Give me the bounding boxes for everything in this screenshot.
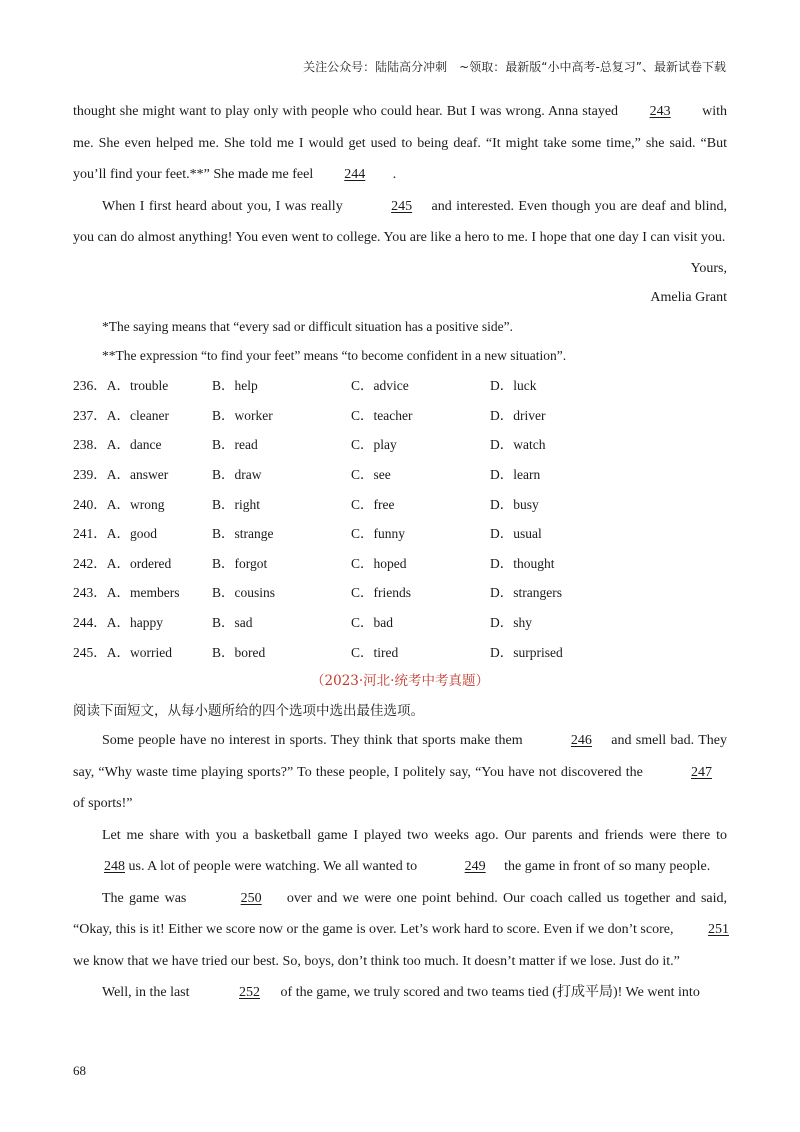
text-run: and interested. Even though you are deaf and blind, you can do almost anything! You even went to college. You are like a hero to me. I hope that one day I can visit you. — [73, 198, 728, 245]
option-c[interactable]: C．hoped — [351, 555, 407, 571]
option-b[interactable]: B．bored — [212, 644, 266, 660]
option-b[interactable]: B．cousins — [212, 585, 276, 601]
option-d[interactable]: D．shy — [490, 615, 533, 631]
passage2-paragraph3 — [73, 883, 727, 978]
page-number: 68 — [73, 1063, 86, 1078]
source-label: （2023·河北·统考中考真题） — [311, 673, 489, 690]
option-a[interactable]: 237．A．cleaner — [73, 407, 169, 423]
option-c[interactable]: C．teacher — [351, 407, 413, 423]
text-run: over and we were one point behind. Our coach called us together and said, “Okay, this is it! Either we score now or the game is over. Let’s work hard to score. Even if we don’t score, — [73, 890, 727, 938]
option-row-243 — [73, 577, 727, 607]
option-b[interactable]: B．read — [212, 437, 258, 453]
blank-247[interactable]: 247 — [691, 764, 712, 780]
text-run: . — [392, 167, 397, 182]
blank-249[interactable]: 249 — [464, 859, 486, 875]
option-a[interactable]: 242．A．ordered — [73, 555, 172, 571]
option-row-241 — [73, 517, 727, 547]
option-d[interactable]: D．busy — [490, 496, 539, 512]
blank-245[interactable]: 245 — [391, 198, 413, 214]
text-run: of the game, we truly scored and two teams tied (打成平局)! We went into — [277, 985, 700, 1001]
text-run: Well, in the last — [102, 985, 194, 1001]
text-run: us. A lot of people were watching. We all wanted to — [125, 859, 421, 875]
blank-248[interactable]: 248 — [104, 859, 125, 875]
option-d[interactable]: D．watch — [490, 437, 546, 453]
option-d[interactable]: D．thought — [490, 555, 555, 571]
option-a[interactable]: 238．A．dance — [73, 437, 162, 453]
passage2-paragraph2 — [73, 820, 727, 883]
option-c[interactable]: C．free — [351, 496, 395, 512]
option-c[interactable]: C．friends — [351, 585, 411, 601]
blank-252[interactable]: 252 — [239, 985, 261, 1001]
passage1-paragraph1 — [73, 96, 727, 191]
text-run: Some people have no interest in sports. They think that sports make them — [102, 733, 527, 749]
option-c[interactable]: C．tired — [351, 644, 399, 660]
option-d[interactable]: D．driver — [490, 407, 546, 423]
text-run: we know that we have tried our best. So, boys, don’t think too much. It doesn’t matter if we lose. Just do it.” — [73, 953, 680, 969]
option-d[interactable]: D．luck — [490, 378, 537, 394]
option-a[interactable]: 241．A．good — [73, 526, 157, 542]
text-run: thought she might want to play only with people who could hear. But I was wrong. Anna stayed — [73, 104, 623, 119]
option-d[interactable]: D．usual — [490, 526, 542, 542]
option-a[interactable]: 240．A．wrong — [73, 496, 165, 512]
blank-246[interactable]: 246 — [570, 733, 592, 749]
footnote-1: *The saying means that “every sad or difficult situation has a positive side”. — [102, 318, 514, 334]
footnote-2: **The expression “to find your feet” means “to become confident in a new situation”. — [102, 347, 567, 363]
text-run: the game in front of so many people. — [500, 859, 711, 875]
option-row-236 — [73, 370, 727, 400]
option-b[interactable]: B．worker — [212, 407, 273, 423]
option-d[interactable]: D．surprised — [490, 644, 563, 660]
option-row-245 — [73, 636, 727, 666]
options-list — [73, 370, 727, 666]
text-run: The game was — [102, 890, 192, 906]
blank-243[interactable]: 243 — [649, 104, 671, 119]
option-a[interactable]: 243．A．members — [73, 585, 180, 601]
option-c[interactable]: C．see — [351, 467, 391, 483]
option-a[interactable]: 239．A．answer — [73, 467, 169, 483]
option-row-244 — [73, 606, 727, 636]
option-c[interactable]: C．advice — [351, 378, 409, 394]
blank-251[interactable]: 251 — [708, 922, 729, 938]
letter-closing: Yours, — [690, 260, 727, 276]
text-run: of sports!” — [73, 796, 133, 812]
option-a[interactable]: 244．A．happy — [73, 615, 163, 631]
option-d[interactable]: D．strangers — [490, 585, 562, 601]
option-b[interactable]: B．right — [212, 496, 261, 512]
text-run: and smell bad. They say, “Why waste time playing sports?” To these people, I politely say, “You have not discovered the — [73, 733, 727, 780]
option-b[interactable]: B．help — [212, 378, 258, 394]
option-c[interactable]: C．play — [351, 437, 397, 453]
option-row-237 — [73, 399, 727, 429]
option-b[interactable]: B．forgot — [212, 555, 268, 571]
option-c[interactable]: C．funny — [351, 526, 405, 542]
instruction-text: 阅读下面短文，从每小题所给的四个选项中选出最佳选项。 — [73, 703, 424, 720]
text-run: with me. She even helped me. She told me I would get used to being deaf. “It might take some time,” she said. “But you’ll find your feet.**” She made me feel — [73, 104, 728, 182]
text-run: When I first heard about you, I was really — [102, 198, 348, 214]
blank-250[interactable]: 250 — [240, 890, 262, 906]
option-b[interactable]: B．sad — [212, 615, 253, 631]
option-d[interactable]: D．learn — [490, 467, 541, 483]
option-row-240 — [73, 488, 727, 518]
option-b[interactable]: B．strange — [212, 526, 274, 542]
option-row-238 — [73, 429, 727, 459]
document-body — [73, 96, 727, 1009]
option-c[interactable]: C．bad — [351, 615, 393, 631]
blank-244[interactable]: 244 — [344, 167, 366, 182]
option-row-242 — [73, 547, 727, 577]
option-a[interactable]: 236．A．trouble — [73, 378, 169, 394]
letter-signature: Amelia Grant — [650, 289, 727, 305]
passage1-paragraph2 — [73, 191, 727, 254]
passage2-paragraph4 — [73, 977, 727, 1009]
option-a[interactable]: 245．A．worried — [73, 644, 172, 660]
option-row-239 — [73, 458, 727, 488]
passage2-paragraph1 — [73, 725, 727, 820]
page-header: 关注公众号：陆陆高分冲刺 ~领取：最新版“小中高考-总复习”、最新试卷下载 — [303, 60, 726, 74]
text-run: Let me share with you a basketball game I played two weeks ago. Our parents and friends were there to — [102, 827, 727, 843]
option-b[interactable]: B．draw — [212, 467, 262, 483]
